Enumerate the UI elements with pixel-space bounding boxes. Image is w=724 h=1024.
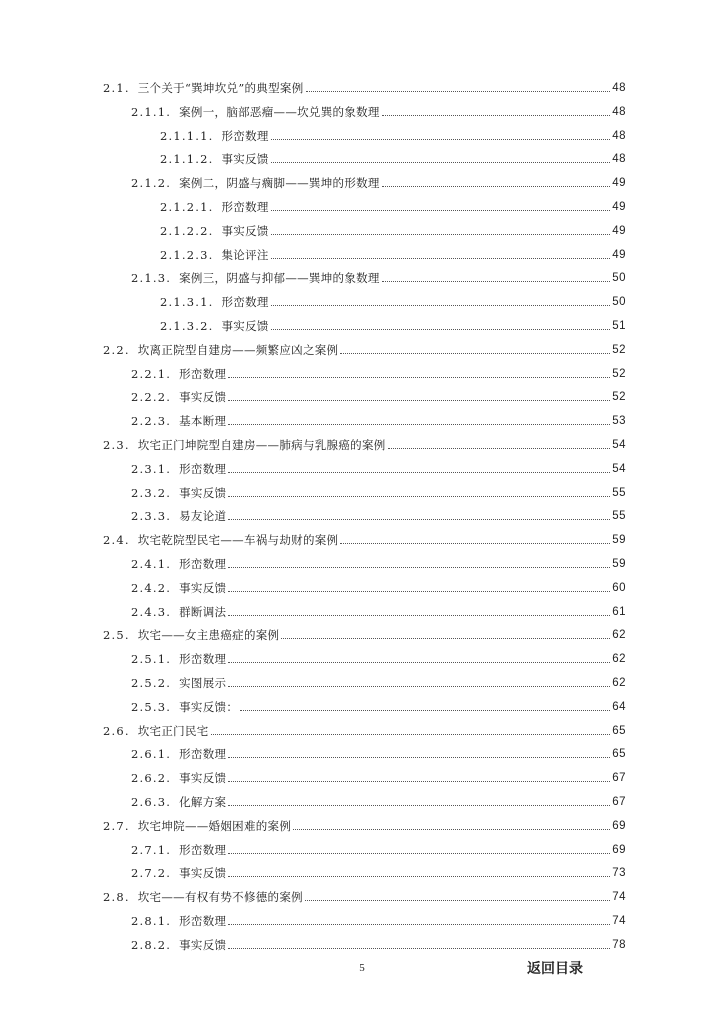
toc-entry[interactable]	[131, 646, 626, 666]
toc-entry[interactable]	[131, 361, 626, 381]
toc-entry[interactable]	[103, 527, 626, 547]
toc-entry-title: 易友论道	[179, 509, 227, 524]
dot-leader	[281, 638, 610, 639]
toc-entry[interactable]	[131, 408, 626, 428]
dot-leader	[228, 519, 610, 520]
dot-leader	[340, 543, 610, 544]
toc-entry-title: 坎宅坤院——婚姻困难的案例	[137, 818, 292, 833]
dot-leader	[382, 115, 610, 116]
toc-entry-number: 2.5.3.	[131, 699, 172, 714]
toc-entry-number: 2.8.	[103, 890, 130, 905]
toc-entry-number: 2.6.3.	[131, 795, 172, 809]
toc-entry[interactable]	[131, 694, 626, 714]
toc-entry[interactable]	[131, 170, 626, 190]
dot-leader	[228, 615, 610, 616]
dot-leader	[228, 948, 610, 949]
toc-entry[interactable]	[103, 813, 626, 833]
toc-entry-page: 73	[612, 867, 626, 880]
toc-entry-page: 49	[612, 248, 626, 261]
dot-leader	[228, 805, 610, 806]
toc-entry[interactable]	[103, 75, 626, 95]
toc-entry-title: 事实反馈：	[179, 699, 239, 714]
toc-entry-number: 2.5.2.	[131, 676, 172, 690]
toc-entry-page: 74	[612, 915, 626, 927]
toc-entry-number: 2.1.2.3.	[160, 247, 214, 262]
toc-entry-number: 2.8.1.	[131, 914, 172, 928]
toc-entry-title: 形峦数理	[179, 914, 227, 928]
dot-leader	[305, 900, 610, 901]
toc-entry-title: 群断调法	[179, 604, 227, 619]
toc-entry-number: 2.1.3.	[131, 271, 172, 286]
dot-leader	[228, 686, 610, 687]
toc-entry-number: 2.3.3.	[131, 509, 172, 524]
dot-leader	[228, 567, 610, 568]
toc-entry[interactable]	[103, 337, 626, 357]
toc-entry[interactable]	[131, 456, 626, 476]
toc-entry-page: 74	[612, 891, 626, 904]
toc-entry-page: 62	[612, 653, 626, 666]
toc-entry-page: 64	[612, 700, 626, 713]
toc-entry-title: 事实反馈	[179, 390, 227, 405]
toc-entry-page: 62	[612, 629, 626, 642]
toc-entry-number: 2.3.1.	[131, 461, 172, 476]
dot-leader	[271, 329, 611, 330]
toc-entry[interactable]	[131, 384, 626, 404]
toc-entry[interactable]	[160, 194, 626, 214]
toc-entry-title: 案例一，脑部恶瘤——坎兑巽的象数理	[179, 104, 380, 119]
dot-leader	[382, 281, 610, 282]
dot-leader	[271, 162, 611, 163]
toc-entry-title: 形峦数理	[179, 461, 227, 476]
toc-entry-page: 53	[612, 415, 626, 428]
toc-entry[interactable]	[103, 884, 626, 904]
toc-entry-title: 案例二，阴盛与瘸脚——巽坤的形数理	[179, 176, 380, 191]
toc-entry-title: 案例三，阴盛与抑郁——巽坤的象数理	[179, 271, 380, 286]
toc-entry-title: 形峦数理	[221, 128, 269, 143]
toc-entry-number: 2.1.2.	[131, 176, 172, 191]
toc-entry-page: 61	[612, 605, 626, 618]
toc-entry-page: 67	[612, 772, 626, 785]
toc-entry[interactable]	[131, 741, 626, 761]
dot-leader	[228, 662, 610, 663]
back-to-contents-link[interactable]: 返回目录	[527, 961, 583, 977]
toc-entry-page: 52	[612, 367, 626, 380]
toc-entry-title: 三个关于“巽坤坎兑”的典型案例	[137, 81, 304, 95]
toc-entry-page: 54	[612, 462, 626, 475]
toc-entry-title: 事实反馈	[179, 937, 227, 952]
toc-entry-title: 坎宅乾院型民宅——车祸与劫财的案例	[137, 533, 339, 548]
toc-entry-title: 事实反馈	[179, 485, 227, 500]
toc-entry[interactable]	[160, 289, 626, 309]
toc-entry-page: 78	[612, 938, 626, 951]
toc-entry-number: 2.1.3.2.	[160, 319, 214, 333]
toc-entry-number: 2.4.3.	[131, 604, 172, 619]
toc-entry[interactable]	[103, 622, 626, 642]
toc-entry[interactable]	[131, 599, 626, 619]
toc-entry-number: 2.4.	[103, 533, 130, 548]
toc-entry-number: 2.7.1.	[131, 842, 172, 857]
toc-entry-number: 2.6.1.	[131, 747, 172, 762]
toc-entry-page: 48	[612, 82, 626, 94]
toc-entry-number: 2.1.1.	[131, 104, 172, 119]
dot-leader	[388, 448, 611, 449]
toc-entry[interactable]	[131, 265, 626, 285]
toc-entry-number: 2.1.3.1.	[160, 295, 214, 310]
toc-entry-title: 形峦数理	[179, 366, 227, 381]
toc-entry-page: 49	[612, 201, 626, 213]
toc-entry-page: 50	[612, 272, 626, 285]
toc-entry-number: 2.1.1.1.	[160, 128, 214, 143]
dot-leader	[271, 305, 611, 306]
toc-entry-title: 坎宅正门民宅	[137, 723, 209, 738]
toc-entry-page: 69	[612, 843, 626, 856]
toc-entry-number: 2.1.2.1.	[160, 200, 214, 214]
toc-entry-page: 50	[612, 296, 626, 309]
toc-entry-title: 形峦数理	[179, 842, 227, 857]
dot-leader	[240, 710, 610, 711]
toc-entry[interactable]	[160, 242, 626, 262]
toc-entry-number: 2.5.	[103, 628, 130, 643]
dot-leader	[271, 210, 611, 211]
toc-entry-page: 59	[612, 534, 626, 547]
dot-leader	[228, 591, 610, 592]
toc-entry-page: 60	[612, 581, 626, 594]
toc-entry-title: 坎宅正门坤院型自建房——肺病与乳腺癌的案例	[137, 438, 386, 452]
toc-entry-title: 事实反馈	[221, 223, 269, 238]
toc-entry-page: 65	[612, 748, 626, 761]
toc-entry-number: 2.4.2.	[131, 580, 172, 595]
toc-entry[interactable]	[131, 99, 626, 119]
dot-leader	[271, 139, 611, 140]
toc-entry[interactable]	[131, 908, 626, 928]
toc-entry-page: 55	[612, 510, 626, 523]
toc-entry-number: 2.3.	[103, 438, 130, 452]
toc-entry[interactable]	[131, 789, 626, 809]
dot-leader	[228, 377, 610, 378]
dot-leader	[340, 353, 610, 354]
toc-entry[interactable]	[131, 670, 626, 690]
toc-entry[interactable]	[131, 932, 626, 952]
toc-entry-page: 59	[612, 558, 626, 570]
toc-entry-number: 2.2.3.	[131, 414, 172, 429]
toc-entry-number: 2.5.1.	[131, 652, 172, 667]
toc-entry-title: 实图展示	[179, 676, 227, 690]
toc-entry-page: 52	[612, 343, 626, 356]
toc-entry-page: 65	[612, 724, 626, 737]
dot-leader	[228, 876, 610, 877]
toc-entry-number: 2.7.	[103, 818, 130, 833]
toc-entry-title: 基本断理	[179, 414, 227, 429]
toc-entry[interactable]	[131, 575, 626, 595]
toc-entry[interactable]	[160, 218, 626, 238]
dot-leader	[228, 781, 610, 782]
toc-entry-page: 49	[612, 177, 626, 190]
dot-leader	[382, 186, 610, 187]
toc-entry-title: 事实反馈	[179, 866, 227, 881]
dot-leader	[228, 853, 610, 854]
toc-entry-page: 54	[612, 439, 626, 451]
dot-leader	[228, 757, 610, 758]
toc-entry-title: 形峦数理	[179, 652, 227, 667]
toc-entry-title: 事实反馈	[179, 771, 227, 786]
toc-entry[interactable]	[131, 480, 626, 500]
toc-entry-page: 48	[612, 105, 626, 118]
toc-entry-title: 形峦数理	[179, 747, 227, 762]
toc-entry-page: 62	[612, 677, 626, 689]
toc-entry-number: 2.2.1.	[131, 366, 172, 381]
toc-entry-title: 形峦数理	[179, 557, 227, 571]
dot-leader	[306, 91, 611, 92]
toc-entry[interactable]	[160, 146, 626, 166]
toc-entry-number: 2.3.2.	[131, 485, 172, 500]
toc-entry-page: 48	[612, 129, 626, 142]
toc-entry-number: 2.7.2.	[131, 866, 172, 881]
dot-leader	[271, 234, 611, 235]
toc-entry-title: 形峦数理	[221, 295, 269, 310]
dot-leader	[211, 734, 611, 735]
toc-entry-number: 2.1.	[103, 81, 130, 95]
toc-entry[interactable]	[103, 718, 626, 738]
toc-entry[interactable]	[160, 123, 626, 143]
toc-entry-title: 坎离正院型自建房——频繁应凶之案例	[137, 342, 339, 357]
toc-entry-number: 2.2.	[103, 342, 130, 357]
toc-entry-title: 坎宅——有权有势不修德的案例	[137, 890, 303, 905]
toc-entry[interactable]	[131, 860, 626, 880]
toc-entry-number: 2.6.	[103, 723, 130, 738]
toc-entry-number: 2.2.2.	[131, 390, 172, 405]
toc-entry-page: 67	[612, 796, 626, 808]
dot-leader	[228, 424, 610, 425]
toc-entry[interactable]	[131, 503, 626, 523]
toc-entry-number: 2.1.2.2.	[160, 223, 214, 238]
dot-leader	[228, 924, 610, 925]
page-number: 5	[359, 962, 365, 974]
toc-entry-title: 化解方案	[179, 795, 227, 809]
toc-entry-title: 坎宅——女主患癌症的案例	[137, 628, 280, 643]
toc-entry-page: 51	[612, 320, 626, 332]
dot-leader	[228, 472, 610, 473]
toc-entry-title: 事实反馈	[221, 319, 269, 333]
toc-entry[interactable]	[160, 313, 626, 333]
dot-leader	[228, 400, 610, 401]
toc-entry-title: 事实反馈	[221, 152, 269, 167]
toc-entry-title: 集论评注	[221, 247, 269, 262]
dot-leader	[271, 258, 611, 259]
toc-entry[interactable]	[131, 765, 626, 785]
toc-entry-page: 69	[612, 819, 626, 832]
toc-entry-page: 48	[612, 153, 626, 166]
toc-entry-number: 2.6.2.	[131, 771, 172, 786]
toc-entry-title: 事实反馈	[179, 580, 227, 595]
toc-entry[interactable]	[103, 432, 626, 452]
toc-entry-page: 49	[612, 224, 626, 237]
toc-entry[interactable]	[131, 837, 626, 857]
toc-entry-page: 52	[612, 391, 626, 404]
toc-entry-number: 2.8.2.	[131, 937, 172, 952]
toc-entry-number: 2.1.1.2.	[160, 152, 214, 167]
toc-entry[interactable]	[131, 551, 626, 571]
toc-entry-title: 形峦数理	[221, 200, 269, 214]
dot-leader	[228, 496, 610, 497]
toc-entry-page: 55	[612, 486, 626, 499]
toc-entry-number: 2.4.1.	[131, 557, 172, 571]
dot-leader	[293, 829, 610, 830]
